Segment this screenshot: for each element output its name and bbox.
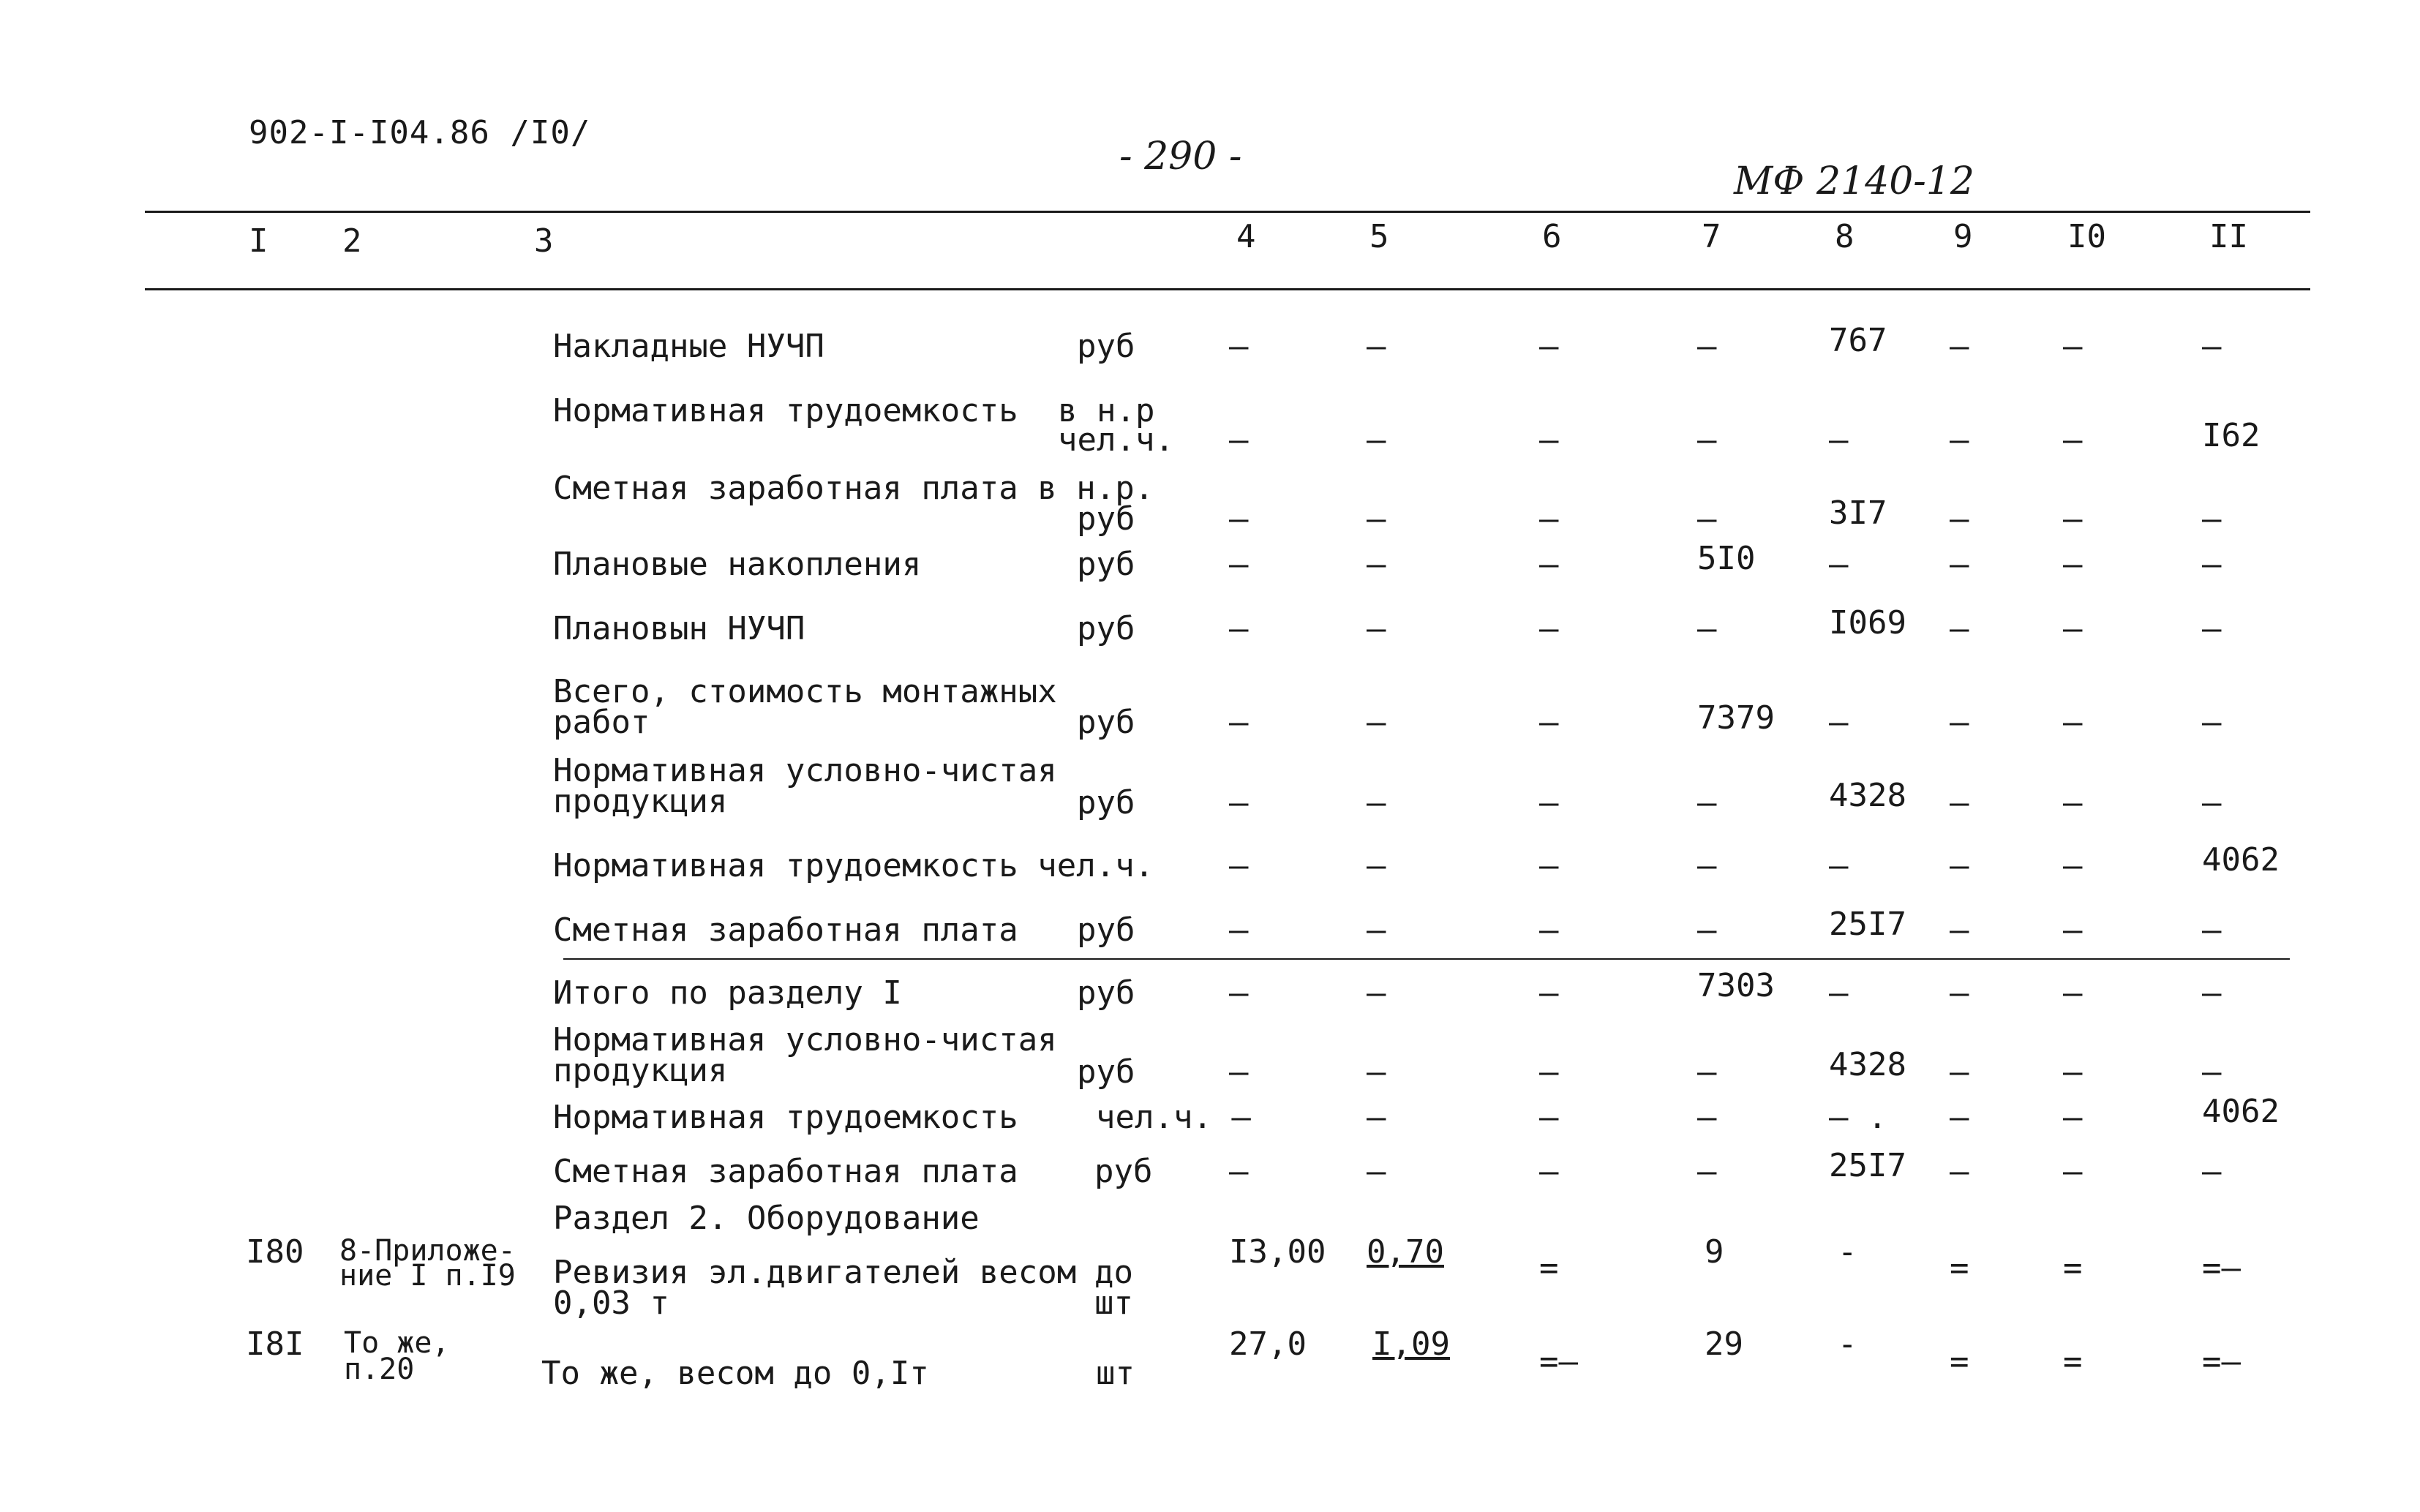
cell-9: – [1950, 546, 1969, 583]
item-reference-cont: п.20 [344, 1353, 415, 1386]
cell-6: – [1539, 1099, 1559, 1136]
cell-10: – [2063, 1153, 2083, 1190]
cell-9: – [1950, 784, 1969, 821]
cell-9: – [1950, 421, 1969, 459]
cell-9: – [1950, 328, 1969, 365]
row-label: Нормативная трудоемкость [553, 392, 1018, 429]
cell-11: – [2202, 610, 2222, 647]
cell-6: – [1539, 610, 1559, 647]
cell-10: – [2063, 421, 2083, 459]
cell-8: - [1838, 1325, 1857, 1363]
cell-11: – [2202, 328, 2222, 365]
cell-4: – [1229, 500, 1249, 538]
cell-11: =– [2202, 1343, 2241, 1380]
cell-9: = [1950, 1343, 1969, 1380]
row-label-cont: 0,03 т [553, 1285, 669, 1322]
cell-10: = [2063, 1249, 2083, 1287]
cell-6: =– [1539, 1343, 1578, 1380]
cell-7: 7303 [1697, 967, 1775, 1004]
row-label: Сметная заработная плата [553, 1153, 1018, 1190]
cell-6: – [1539, 1153, 1559, 1190]
cell-7: 5I0 [1697, 540, 1756, 577]
cell-5: 0,70 [1367, 1233, 1444, 1271]
cell-8: 25I7 [1829, 906, 1906, 943]
row-label: Нормативная трудоемкость [553, 1099, 1018, 1136]
row-unit: руб [1077, 610, 1135, 647]
col-header-9: 9 [1953, 218, 1973, 255]
cell-5: – [1367, 328, 1386, 365]
document-code: 902-I-I04.86 /I0/ [249, 114, 591, 151]
cell-4: – [1229, 610, 1249, 647]
cell-6: = [1539, 1249, 1559, 1287]
col-header-2: 2 [342, 222, 362, 260]
cell-4: – [1229, 1053, 1249, 1091]
cell-11: – [2202, 784, 2222, 821]
cell-9: – [1950, 847, 1969, 884]
cell-11: – [2202, 546, 2222, 583]
section-title: Раздел 2. Оборудование [553, 1200, 980, 1237]
row-label: Всего, стоимость монтажных [553, 673, 1057, 710]
table-top-rule [145, 211, 2310, 213]
item-number: I80 [246, 1233, 304, 1271]
row-label: Накладные НУЧП [553, 328, 824, 365]
col-header-8: 8 [1835, 218, 1855, 255]
item-reference: 8-Приложе- [339, 1234, 516, 1268]
cell-5: – [1367, 546, 1386, 583]
cell-4: – [1229, 847, 1249, 884]
cell-11: – [2202, 1153, 2222, 1190]
col-header-1: I [249, 222, 268, 260]
row-label-cont: продукция [553, 783, 728, 820]
cell-8: 25I7 [1829, 1147, 1906, 1184]
cell-10: – [2063, 974, 2083, 1012]
cell-11: – [2202, 911, 2222, 949]
cell-8: - [1838, 1233, 1857, 1271]
cell-5: – [1367, 1099, 1386, 1136]
handwritten-stamp: МФ 2140-12 [1734, 159, 1975, 203]
cell-7: – [1697, 1099, 1717, 1136]
cell-10: – [2063, 610, 2083, 647]
cell-7: – [1697, 847, 1717, 884]
col-header-3: 3 [534, 222, 554, 260]
row-label: Сметная заработная плата в н.р. [553, 470, 1154, 507]
cell-11: =– [2202, 1249, 2241, 1287]
cell-5: I,09 [1372, 1325, 1450, 1363]
cell-4: – [1229, 1153, 1249, 1190]
cell-6: – [1539, 974, 1559, 1012]
cell-11: 4062 [2202, 1093, 2280, 1130]
col-header-6: 6 [1542, 218, 1562, 255]
cell-9: – [1950, 500, 1969, 538]
cell-7: – [1697, 610, 1717, 647]
item-number: I8I [246, 1325, 304, 1363]
cell-10: – [2063, 784, 2083, 821]
row-label: Сметная заработная плата [553, 911, 1018, 949]
row-label-cont: продукция [553, 1052, 728, 1089]
row-label: То же, весом до 0,Iт [541, 1355, 929, 1392]
row-label: Плановые накопления [553, 546, 922, 583]
cell-8: I069 [1829, 604, 1906, 642]
cell-4: – [1229, 704, 1249, 741]
row-unit: руб [1077, 974, 1135, 1012]
col-header-4: 4 [1236, 218, 1256, 255]
cell-10: – [2063, 546, 2083, 583]
cell-7: 29 [1705, 1325, 1743, 1363]
row-unit: руб [1077, 704, 1135, 741]
cell-9: – [1950, 911, 1969, 949]
row-unit: руб [1094, 1153, 1153, 1190]
col-header-11: II [2209, 218, 2248, 255]
row-unit: руб [1077, 328, 1135, 365]
subtotal-rule [563, 958, 2290, 960]
col-header-10: I0 [2067, 218, 2106, 255]
cell-7: – [1697, 1153, 1717, 1190]
cell-10: – [2063, 911, 2083, 949]
cell-5: – [1367, 421, 1386, 459]
row-unit: чел.ч. [1058, 421, 1174, 459]
cell-10: – [2063, 500, 2083, 538]
cell-6: – [1539, 546, 1559, 583]
cell-9: – [1950, 704, 1969, 741]
cell-8: – [1829, 974, 1849, 1012]
row-label: Нормативная трудоемкость чел.ч. [553, 847, 1154, 884]
cell-10: = [2063, 1343, 2083, 1380]
cell-6: – [1539, 500, 1559, 538]
cell-11: – [2202, 1053, 2222, 1091]
col-header-7: 7 [1702, 218, 1721, 255]
cell-9: – [1950, 1099, 1969, 1136]
cell-5: – [1367, 704, 1386, 741]
cell-8: – . [1829, 1099, 1887, 1136]
cell-4: – [1229, 328, 1249, 365]
col-header-5: 5 [1369, 218, 1389, 255]
cell-6: – [1539, 911, 1559, 949]
cell-6: – [1539, 1053, 1559, 1091]
row-unit: руб [1077, 784, 1135, 821]
cell-8: – [1829, 704, 1849, 741]
cell-7: 7379 [1697, 699, 1775, 737]
cell-5: – [1367, 847, 1386, 884]
cell-8: – [1829, 847, 1849, 884]
cell-7: – [1697, 1053, 1717, 1091]
cell-8: 3I7 [1829, 494, 1887, 532]
cell-9: = [1950, 1249, 1969, 1287]
cell-5: – [1367, 1053, 1386, 1091]
table-header-rule [145, 288, 2310, 290]
cell-6: – [1539, 704, 1559, 741]
cell-4: – [1229, 784, 1249, 821]
cell-10: – [2063, 704, 2083, 741]
cell-7: – [1697, 911, 1717, 949]
row-label: Ревизия эл.двигателей весом [553, 1254, 1077, 1291]
cell-6: – [1539, 847, 1559, 884]
row-unit: руб [1077, 546, 1135, 583]
cell-11: – [2202, 704, 2222, 741]
cell-8: – [1829, 546, 1849, 583]
cell-7: – [1697, 328, 1717, 365]
cell-9: – [1950, 610, 1969, 647]
item-reference: То же, [344, 1326, 450, 1360]
cell-6: – [1539, 328, 1559, 365]
cell-7: – [1697, 421, 1717, 459]
row-label-cont: работ [553, 704, 650, 741]
cell-6: – [1539, 421, 1559, 459]
row-label: Нормативная условно-чистая [553, 752, 1057, 789]
cell-5: – [1367, 1153, 1386, 1190]
cell-5: – [1367, 610, 1386, 647]
cell-4: – [1229, 421, 1249, 459]
cell-4: 27,0 [1229, 1325, 1307, 1363]
page-number: - 290 - [1119, 135, 1242, 178]
row-label: Нормативная условно-чистая [553, 1021, 1057, 1058]
cell-10: – [2063, 847, 2083, 884]
cell-11: 4062 [2202, 841, 2280, 879]
cell-11: – [2202, 500, 2222, 538]
cell-9: – [1950, 974, 1969, 1012]
cell-9: – [1950, 1053, 1969, 1091]
cell-9: – [1950, 1153, 1969, 1190]
cell-5: – [1367, 500, 1386, 538]
cell-8: 767 [1829, 322, 1887, 359]
row-unit: шт [1096, 1355, 1135, 1392]
cell-5: – [1367, 911, 1386, 949]
row-unit: руб [1077, 1053, 1135, 1091]
cell-11: – [2202, 974, 2222, 1012]
cell-7: 9 [1705, 1233, 1724, 1271]
cell-4: – [1229, 546, 1249, 583]
cell-5: – [1367, 974, 1386, 1012]
row-unit-top: в н.р [1058, 392, 1155, 429]
row-label: Итого по разделу I [553, 974, 902, 1012]
cell-4: – [1229, 974, 1249, 1012]
cell-10: – [2063, 328, 2083, 365]
row-unit-top: до [1094, 1254, 1133, 1291]
item-reference-cont: ние I п.I9 [339, 1259, 516, 1293]
row-unit: руб [1077, 500, 1135, 538]
cell-4: – [1229, 911, 1249, 949]
cell-7: – [1697, 500, 1717, 538]
cell-8: – [1829, 421, 1849, 459]
cell-4: I3,00 [1229, 1233, 1326, 1271]
cell-11: I62 [2202, 417, 2261, 454]
cell-8: 4328 [1829, 1046, 1906, 1083]
row-unit: шт [1094, 1285, 1133, 1322]
cell-5: – [1367, 784, 1386, 821]
row-label: Плановын НУЧП [553, 610, 805, 647]
row-unit: чел.ч. – [1096, 1099, 1251, 1136]
cell-6: – [1539, 784, 1559, 821]
cell-10: – [2063, 1099, 2083, 1136]
row-unit: руб [1077, 911, 1135, 949]
cell-8: 4328 [1829, 777, 1906, 814]
cell-7: – [1697, 784, 1717, 821]
cell-10: – [2063, 1053, 2083, 1091]
